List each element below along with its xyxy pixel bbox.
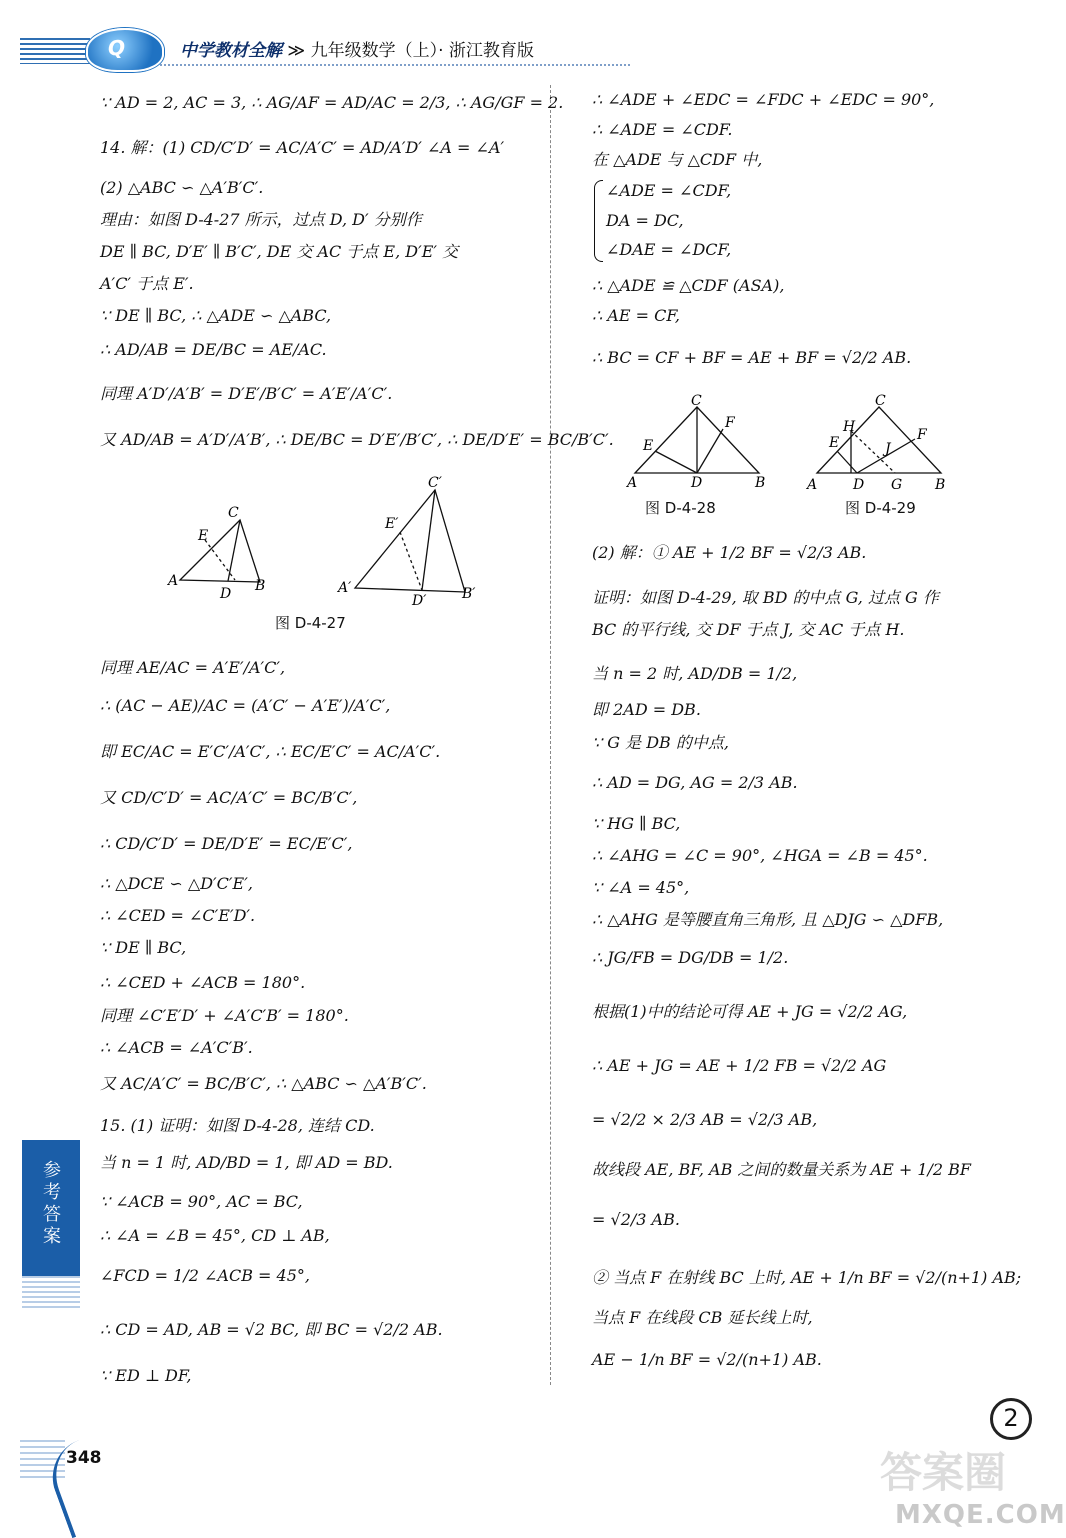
svg-text:C: C — [228, 505, 239, 521]
svg-text:F: F — [917, 427, 927, 443]
left-line: 即 EC/AC = E′C′/A′C′, ∴ EC/E′C′ = AC/A′C′. — [100, 742, 441, 761]
right-line: ∴ AD = DG, AG = 2/3 AB. — [592, 773, 798, 792]
svg-text:H: H — [843, 419, 856, 435]
right-line: 当点 F 在线段 CB 延长线上时, — [592, 1308, 813, 1327]
right-line: 即 2AD = DB. — [592, 700, 701, 719]
left-line: 同理 AE/AC = A′E′/A′C′, — [100, 658, 286, 677]
watermark-badge: 2 — [990, 1398, 1032, 1440]
left-line: ∠FCD = 1/2 ∠ACB = 45°, — [100, 1266, 310, 1285]
book-logo-icon: Q — [86, 28, 164, 72]
svg-text:A: A — [807, 477, 818, 493]
right-line: ∴ ∠ADE = ∠CDF. — [592, 120, 733, 139]
right-line: ∵ ∠A = 45°, — [592, 878, 690, 897]
left-line: ∴ CD/C′D′ = DE/D′E′ = EC/E′C′, — [100, 834, 353, 853]
svg-text:D: D — [691, 475, 703, 491]
right-line: ∴ AE = CF, — [592, 306, 681, 325]
svg-text:J: J — [885, 441, 891, 457]
left-line: 又 AD/AB = A′D′/A′B′, ∴ DE/BC = D′E′/B′C′, ∴ DE/D′E′ = BC/B′C′. — [100, 430, 614, 449]
left-line: ∵ ∠ACB = 90°, AC = BC, — [100, 1192, 303, 1211]
svg-text:E′: E′ — [385, 516, 399, 532]
right-line: AE − 1/n BF = √2/(n+1) AB. — [592, 1350, 822, 1369]
side-tab-answers — [22, 1140, 80, 1300]
header-title — [180, 36, 534, 61]
right-line: ∵ HG ∥ BC, — [592, 814, 681, 833]
right-line: ∴ BC = CF + BF = AE + BF = √2/2 AB. — [592, 348, 912, 367]
svg-text:D′: D′ — [412, 593, 427, 609]
system-brace — [594, 180, 603, 262]
left-line: ∵ DE ∥ BC, ∴ △ADE ∽ △ABC, — [100, 306, 332, 325]
left-line: A′C′ 于点 E′. — [100, 274, 194, 293]
right-line: BC 的平行线, 交 DF 于点 J, 交 AC 于点 H. — [592, 620, 905, 639]
caption-d-4-27: 图 D-4-27 — [275, 614, 346, 632]
right-line: ② 当点 F 在射线 BC 上时, AE + 1/n BF = √2/(n+1) AB; — [592, 1268, 1022, 1287]
figure-d-4-29 — [805, 395, 955, 495]
svg-text:G: G — [891, 477, 903, 493]
left-line: 理由：如图 D-4-27 所示，过点 D, D′ 分别作 — [100, 210, 422, 229]
side-tab-label: 参考答案 — [40, 1160, 61, 1248]
left-line: ∵ DE ∥ BC, — [100, 938, 187, 957]
left-line: ∵ AD = 2, AC = 3, ∴ AG/AF = AD/AC = 2/3, ∴ AG/GF = 2. — [100, 93, 564, 112]
svg-text:A: A — [168, 573, 179, 589]
right-line: 故线段 AE, BF, AB 之间的数量关系为 AE + 1/2 BF — [592, 1160, 972, 1179]
figure-d-4-28 — [625, 395, 775, 495]
triangle-abc-small — [180, 520, 260, 582]
caption-d-4-29: 图 D-4-29 — [845, 499, 916, 517]
triangle-abc-large — [355, 490, 465, 592]
svg-text:B′: B′ — [462, 586, 476, 602]
right-line: ∴ AE + JG = AE + 1/2 FB = √2/2 AG — [592, 1056, 887, 1075]
right-line: (2) 解：① AE + 1/2 BF = √2/3 AB. — [592, 543, 867, 562]
svg-text:E: E — [643, 438, 654, 454]
header-sep: ≫ — [287, 41, 306, 61]
left-line: ∴ (AC − AE)/AC = (A′C′ − A′E′)/A′C′, — [100, 696, 391, 715]
svg-text:F: F — [725, 415, 735, 431]
svg-text:D: D — [853, 477, 865, 493]
figure-d-4-27 — [160, 470, 490, 610]
header-subtitle: 九年级数学（上）· 浙江教育版 — [310, 41, 534, 61]
svg-text:A′: A′ — [338, 580, 352, 596]
page-number: 348 — [66, 1448, 102, 1468]
right-line: 在 △ADE 与 △CDF 中, — [592, 150, 763, 169]
right-line: ∠DAE = ∠DCF, — [606, 240, 732, 259]
left-line: 15. (1) 证明：如图 D-4-28, 连结 CD. — [100, 1116, 375, 1135]
caption-d-4-28: 图 D-4-28 — [645, 499, 716, 517]
svg-text:E: E — [198, 528, 209, 544]
svg-text:A: A — [627, 475, 638, 491]
svg-text:E: E — [829, 435, 840, 451]
left-line: ∴ CD = AD, AB = √2 BC, 即 BC = √2/2 AB. — [100, 1320, 443, 1339]
left-line: (2) △ABC ∽ △A′B′C′. — [100, 178, 264, 197]
svg-text:B: B — [255, 578, 266, 594]
svg-text:C: C — [875, 393, 886, 409]
left-line: 14. 解：(1) CD/C′D′ = AC/A′C′ = AD/A′D′ ∠A = ∠A′ — [100, 138, 505, 157]
right-line: ∵ G 是 DB 的中点, — [592, 733, 729, 752]
right-line: ∴ △AHG 是等腰直角三角形, 且 △DJG ∽ △DFB, — [592, 910, 944, 929]
right-line: = √2/2 × 2/3 AB = √2/3 AB, — [592, 1110, 818, 1129]
side-tab-stripes — [22, 1276, 80, 1310]
left-line: 当 n = 1 时, AD/BD = 1, 即 AD = BD. — [100, 1153, 393, 1172]
column-divider — [550, 85, 551, 1385]
right-line: ∴ △ADE ≌ △CDF (ASA), — [592, 276, 785, 295]
left-line: 又 CD/C′D′ = AC/A′C′ = BC/B′C′, — [100, 788, 358, 807]
header-stripes — [20, 38, 90, 64]
left-line: 同理 ∠C′E′D′ + ∠A′C′B′ = 180°. — [100, 1006, 349, 1025]
right-line: DA = DC, — [606, 211, 684, 230]
left-line: ∴ △DCE ∽ △D′C′E′, — [100, 874, 253, 893]
svg-text:D: D — [220, 586, 232, 602]
watermark-logo: 答案圈 — [880, 1448, 1007, 1497]
right-line: 证明：如图 D-4-29, 取 BD 的中点 G, 过点 G 作 — [592, 588, 939, 607]
left-line: ∴ AD/AB = DE/BC = AE/AC. — [100, 340, 327, 359]
left-line: ∴ ∠A = ∠B = 45°, CD ⊥ AB, — [100, 1226, 330, 1245]
svg-text:B: B — [935, 477, 946, 493]
right-line: ∴ ∠AHG = ∠C = 90°, ∠HGA = ∠B = 45°. — [592, 846, 928, 865]
left-line: DE ∥ BC, D′E′ ∥ B′C′, DE 交 AC 于点 E, D′E′ 交 — [100, 242, 459, 261]
left-line: ∵ ED ⊥ DF, — [100, 1366, 192, 1385]
svg-text:B: B — [755, 475, 766, 491]
right-line: ∴ JG/FB = DG/DB = 1/2. — [592, 948, 789, 967]
header-dotted-rule — [160, 64, 630, 66]
left-line: 同理 A′D′/A′B′ = D′E′/B′C′ = A′E′/A′C′. — [100, 384, 393, 403]
right-line: = √2/3 AB. — [592, 1210, 680, 1229]
right-line: 根据(1)中的结论可得 AE + JG = √2/2 AG, — [592, 1002, 908, 1021]
header-brand: 中学教材全解 — [180, 41, 282, 61]
left-line: 又 AC/A′C′ = BC/B′C′, ∴ △ABC ∽ △A′B′C′. — [100, 1074, 427, 1093]
svg-text:C′: C′ — [428, 475, 442, 491]
right-line: 当 n = 2 时, AD/DB = 1/2, — [592, 664, 798, 683]
left-line: ∴ ∠ACB = ∠A′C′B′. — [100, 1038, 253, 1057]
left-line: ∴ ∠CED = ∠C′E′D′. — [100, 906, 256, 925]
right-line: ∠ADE = ∠CDF, — [606, 181, 732, 200]
right-line: ∴ ∠ADE + ∠EDC = ∠FDC + ∠EDC = 90°, — [592, 90, 935, 109]
svg-text:C: C — [691, 393, 702, 409]
page-header — [0, 0, 1033, 70]
left-line: ∴ ∠CED + ∠ACB = 180°. — [100, 973, 306, 992]
watermark-url: MXQE.COM — [895, 1500, 1066, 1530]
